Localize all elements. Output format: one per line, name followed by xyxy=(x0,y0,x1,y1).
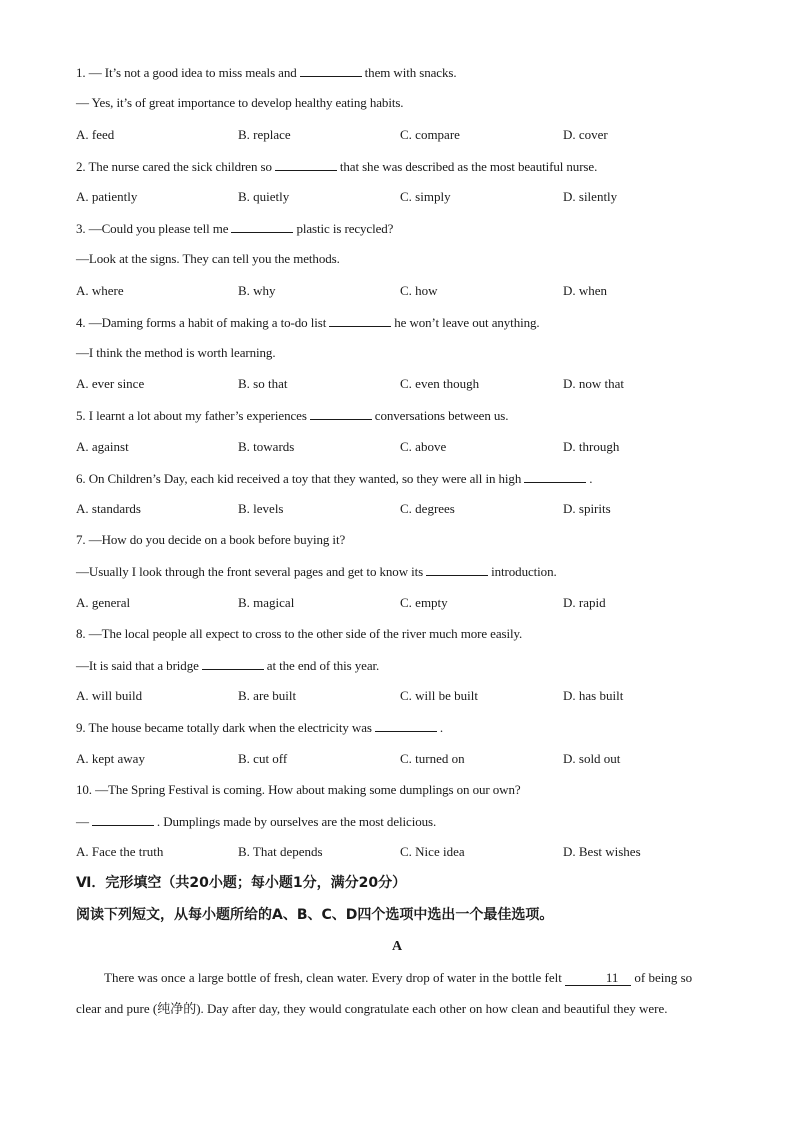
question-text: at the end of this year. xyxy=(266,658,380,673)
question-text: 5. I learnt a lot about my father’s experiences xyxy=(76,408,307,423)
option-c: C. turned on xyxy=(400,751,465,766)
option-c: C. even though xyxy=(400,376,480,391)
option-c: C. simply xyxy=(400,189,451,204)
option-c: C. empty xyxy=(400,595,448,610)
passage-text: of being so clear and pure (纯净的). Day after day, they would congratulate each other on how clean and beautiful they were. xyxy=(76,970,693,1016)
question-text: . Dumplings made by ourselves are the most delicious. xyxy=(156,814,437,829)
question-1-reply: — Yes, it’s of great importance to develop healthy eating habits. xyxy=(76,95,404,110)
question-1-stem xyxy=(76,64,456,81)
option-c: C. how xyxy=(400,283,438,298)
question-text: . xyxy=(589,471,593,486)
option-b: B. quietly xyxy=(238,189,290,204)
option-c: C. Nice idea xyxy=(400,844,465,859)
option-b: B. are built xyxy=(238,688,297,703)
option-d: D. cover xyxy=(563,127,608,142)
option-d: D. spirits xyxy=(563,501,611,516)
question-text: — xyxy=(76,814,89,829)
option-c: C. degrees xyxy=(400,501,455,516)
answer-blank xyxy=(375,719,437,732)
question-7-reply xyxy=(76,563,557,580)
question-text: —It is said that a bridge xyxy=(76,658,199,673)
question-6-stem xyxy=(76,470,592,487)
option-a: A. standards xyxy=(76,501,141,516)
question-text: —Usually I look through the front several pages and get to know its xyxy=(76,564,424,579)
question-10-stem: 10. —The Spring Festival is coming. How about making some dumplings on our own? xyxy=(76,782,521,797)
option-a: A. against xyxy=(76,439,129,454)
option-a: A. feed xyxy=(76,127,115,142)
question-4-stem xyxy=(76,314,540,331)
option-b: B. That depends xyxy=(238,844,323,859)
answer-blank xyxy=(426,563,488,576)
answer-blank xyxy=(329,314,391,327)
section-heading: Ⅵ．完形填空（共20小题；每小题1分，满分20分） xyxy=(76,875,407,891)
question-10-reply xyxy=(76,813,436,830)
question-text: that she was described as the most beautiful nurse. xyxy=(339,159,598,174)
question-text: conversations between us. xyxy=(374,408,509,423)
passage-paragraph xyxy=(76,962,706,1024)
option-d: D. Best wishes xyxy=(563,844,641,859)
question-text: 4. —Daming forms a habit of making a to-do list xyxy=(76,315,327,330)
option-d: D. sold out xyxy=(563,751,621,766)
question-text: 9. The house became totally dark when the electricity was xyxy=(76,720,372,735)
question-3-stem xyxy=(76,220,393,237)
question-8-stem: 8. —The local people all expect to cross to the other side of the river much more easily. xyxy=(76,626,523,641)
cloze-blank-11: 11 xyxy=(565,971,632,986)
answer-blank xyxy=(300,64,362,77)
question-2-stem xyxy=(76,158,597,175)
passage-title: A xyxy=(391,939,403,954)
question-text: 1. — It’s not a good idea to miss meals and xyxy=(76,65,297,80)
question-3-reply: —Look at the signs. They can tell you the methods. xyxy=(76,251,340,266)
option-a: A. Face the truth xyxy=(76,844,164,859)
option-d: D. when xyxy=(563,283,608,298)
answer-blank xyxy=(231,220,293,233)
question-text: them with snacks. xyxy=(364,65,457,80)
question-text: introduction. xyxy=(491,564,557,579)
option-c: C. will be built xyxy=(400,688,478,703)
option-d: D. rapid xyxy=(563,595,606,610)
question-text: 6. On Children’s Day, each kid received a toy that they wanted, so they were all in high xyxy=(76,471,522,486)
question-text: he won’t leave out anything. xyxy=(394,315,540,330)
question-9-stem xyxy=(76,719,443,736)
option-c: C. above xyxy=(400,439,447,454)
option-a: A. ever since xyxy=(76,376,145,391)
answer-blank xyxy=(92,813,154,826)
option-c: C. compare xyxy=(400,127,460,142)
option-d: D. silently xyxy=(563,189,618,204)
question-7-stem: 7. —How do you decide on a book before buying it? xyxy=(76,532,346,547)
option-b: B. magical xyxy=(238,595,295,610)
option-d: D. through xyxy=(563,439,620,454)
question-text: 3. —Could you please tell me xyxy=(76,221,229,236)
answer-blank xyxy=(202,657,264,670)
question-5-stem xyxy=(76,407,508,424)
answer-blank xyxy=(275,158,337,171)
option-a: A. patiently xyxy=(76,189,138,204)
option-b: B. levels xyxy=(238,501,284,516)
passage-text: There was once a large bottle of fresh, clean water. Every drop of water in the bottle felt xyxy=(104,970,562,985)
answer-blank xyxy=(524,470,586,483)
option-a: A. will build xyxy=(76,688,143,703)
option-b: B. so that xyxy=(238,376,288,391)
option-b: B. towards xyxy=(238,439,295,454)
question-text: . xyxy=(439,720,443,735)
option-d: D. has built xyxy=(563,688,624,703)
question-text: 2. The nurse cared the sick children so xyxy=(76,159,272,174)
option-a: A. where xyxy=(76,283,124,298)
option-a: A. general xyxy=(76,595,131,610)
option-b: B. replace xyxy=(238,127,291,142)
option-a: A. kept away xyxy=(76,751,145,766)
question-4-reply: —I think the method is worth learning. xyxy=(76,345,276,360)
question-8-reply xyxy=(76,657,379,674)
section-instruction: 阅读下列短文，从每小题所给的A、B、C、D四个选项中选出一个最佳选项。 xyxy=(76,907,554,923)
question-text: plastic is recycled? xyxy=(296,221,394,236)
option-b: B. cut off xyxy=(238,751,288,766)
option-d: D. now that xyxy=(563,376,625,391)
option-b: B. why xyxy=(238,283,276,298)
answer-blank xyxy=(310,407,372,420)
